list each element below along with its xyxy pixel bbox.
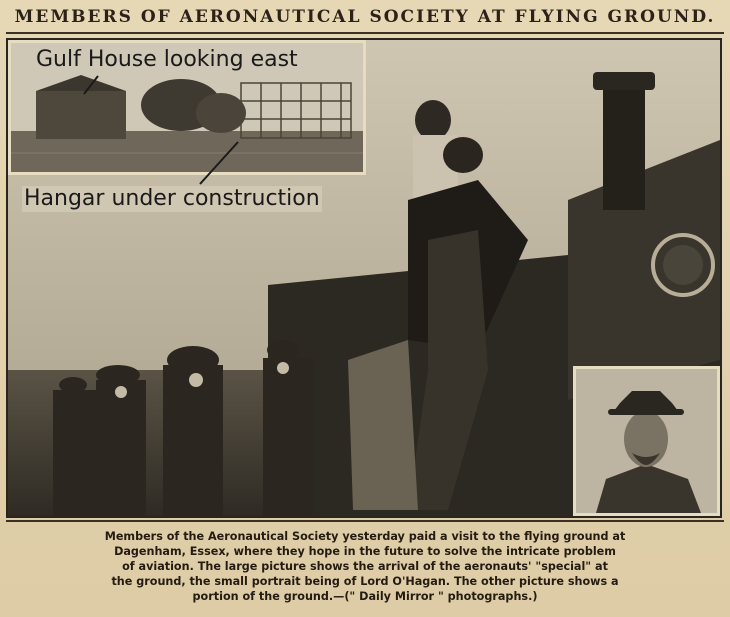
photo-caption: [14, 529, 716, 604]
caption-line: Dagenham, Essex, where they hope in the future to solve the intricate problem: [114, 545, 616, 558]
photo-panel: [6, 38, 722, 518]
caption-line: of aviation. The large picture shows the arrival of the aeronauts' "special" at: [122, 560, 608, 573]
caption-line: Members of the Aeronautical Society yesterday paid a visit to the flying ground at: [104, 530, 626, 543]
headline-rule: [6, 32, 724, 34]
portrait-image: [576, 369, 717, 513]
hangar-pointer: [196, 140, 242, 186]
label-hangar: Hangar under construction: [24, 186, 320, 211]
headline: MEMBERS OF AERONAUTICAL SOCIETY AT FLYING GROUND.: [14, 7, 716, 27]
caption-rule: [6, 520, 724, 522]
inset-portrait: [573, 366, 720, 516]
caption-line: the ground, the small portrait being of Lord O'Hagan. The other picture shows a: [111, 575, 619, 588]
gulf-house-pointer: [80, 74, 100, 96]
label-gulf-house: Gulf House looking east: [36, 47, 298, 72]
caption-line: portion of the ground.—(" Daily Mirror " photographs.): [192, 590, 538, 603]
